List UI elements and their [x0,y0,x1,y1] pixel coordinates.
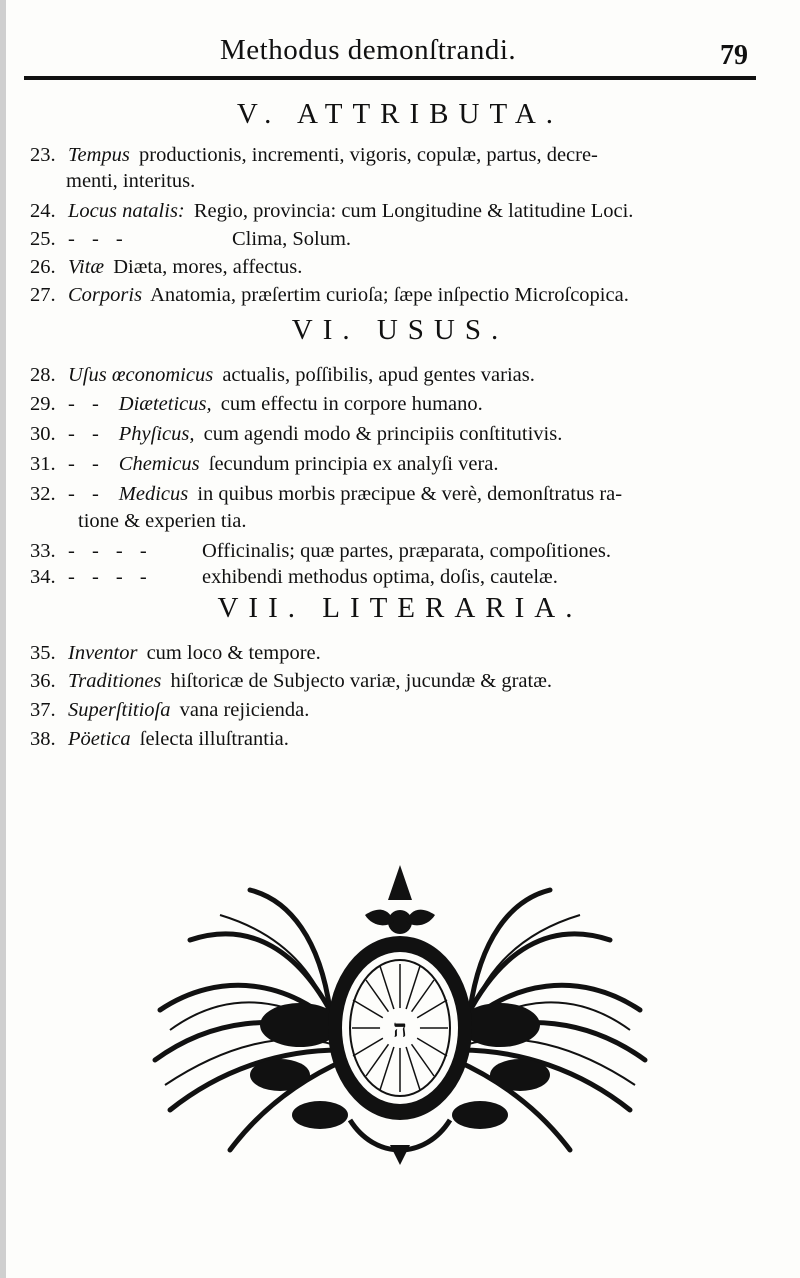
entry-text: Clima, Solum. [232,228,352,250]
entry-text: Diæta, mores, affectus. [113,256,303,278]
entry-text: vana rejicienda. [179,699,310,721]
entry-text: ſelecta illuſtrantia. [139,728,289,750]
entry-number: 37. [30,699,56,721]
entry-text: cum loco & tempore. [146,642,321,664]
entry-lead: Traditiones [68,670,162,692]
header-rule [24,76,756,80]
entry-number: 31. [30,453,56,475]
entry-number: 30. [30,423,56,445]
entry-lead: Superſtitioſa [68,699,171,721]
entry-text: in quibus morbis præcipue & verè, demonſtratus ra- [197,483,623,505]
entry-text: ſecundum principia ex analyſi vera. [208,453,499,475]
entry-37 [30,697,309,723]
entry-25 [30,226,351,252]
entry-lead: Vitæ [68,256,105,278]
entry-text: actualis, poſſibilis, apud gentes varias. [222,364,535,386]
entry-23-continuation: menti, interitus. [66,170,196,192]
ditto-dashes: - - [68,393,105,415]
section-heading-attributa: V. ATTRIBUTA. [236,98,564,130]
entry-text: Anatomia, præſertim curioſa; ſæpe inſpectio Microſcopica. [150,284,629,306]
section-heading-usus: VI. USUS. [291,314,509,346]
entry-number: 25. [30,228,56,250]
entry-23 [30,142,598,168]
entry-text: productionis, incrementi, vigoris, copulæ, partus, decre- [139,144,598,166]
tailpiece-ornament [150,860,650,1170]
entry-29 [30,391,483,417]
ditto-dashes: - - [68,423,105,445]
entry-32-continuation: tione & experien tia. [78,510,247,532]
page-gutter-edge [0,0,6,1278]
page-number: 79 [720,40,748,71]
entry-number: 38. [30,728,56,750]
entry-lead: Phyſicus, [118,423,195,445]
entry-24 [30,198,633,224]
entry-33 [30,538,611,564]
entry-lead: Medicus [118,483,189,505]
running-head [0,34,800,74]
entry-26 [30,254,302,280]
entry-number: 34. [30,566,56,588]
entry-30 [30,421,562,447]
section-heading-literaria: VII. LITERARIA. [217,592,583,624]
entry-number: 33. [30,540,56,562]
entry-36 [30,668,552,694]
entry-lead: Corporis [68,284,143,306]
entry-lead: Tempus [68,144,130,166]
entry-number: 26. [30,256,56,278]
entry-lead: Diæteticus, [118,393,212,415]
entry-number: 32. [30,483,56,505]
entry-lead: Inventor [68,642,138,664]
entry-number: 23. [30,144,56,166]
entry-text: Officinalis; quæ partes, præparata, compoſitiones. [202,540,611,562]
entry-text: cum effectu in corpore humano. [220,393,483,415]
entry-31 [30,451,499,477]
running-title: Methodus demonſtrandi. [220,34,517,66]
entry-lead: Chemicus [118,453,200,475]
ditto-dashes: - - - - [68,566,153,588]
entry-34 [30,564,558,590]
entry-text: Regio, provincia: cum Longitudine & latitudine Loci. [193,200,634,222]
entry-number: 36. [30,670,56,692]
entry-number: 27. [30,284,56,306]
entry-35 [30,640,321,666]
entry-text: exhibendi methodus optima, doſis, cautelæ. [202,566,558,588]
ditto-dashes: - - - - [68,540,153,562]
ditto-dashes: - - - [68,228,129,250]
entry-28 [30,362,535,388]
ditto-dashes: - - [68,453,105,475]
entry-number: 24. [30,200,56,222]
entry-number: 29. [30,393,56,415]
entry-32 [30,481,622,507]
entry-text: hiſtoricæ de Subjecto variæ, jucundæ & gratæ. [170,670,553,692]
entry-38 [30,726,289,752]
entry-number: 28. [30,364,56,386]
entry-27 [30,282,629,308]
entry-text: cum agendi modo & principiis conſtitutivis. [203,423,563,445]
tetragrammaton-glyph: ה [393,1014,407,1043]
entry-number: 35. [30,642,56,664]
entry-lead: Locus natalis: [68,200,185,222]
entry-lead: Pöetica [68,728,131,750]
ditto-dashes: - - [68,483,105,505]
entry-lead: Uſus œconomicus [68,364,214,386]
